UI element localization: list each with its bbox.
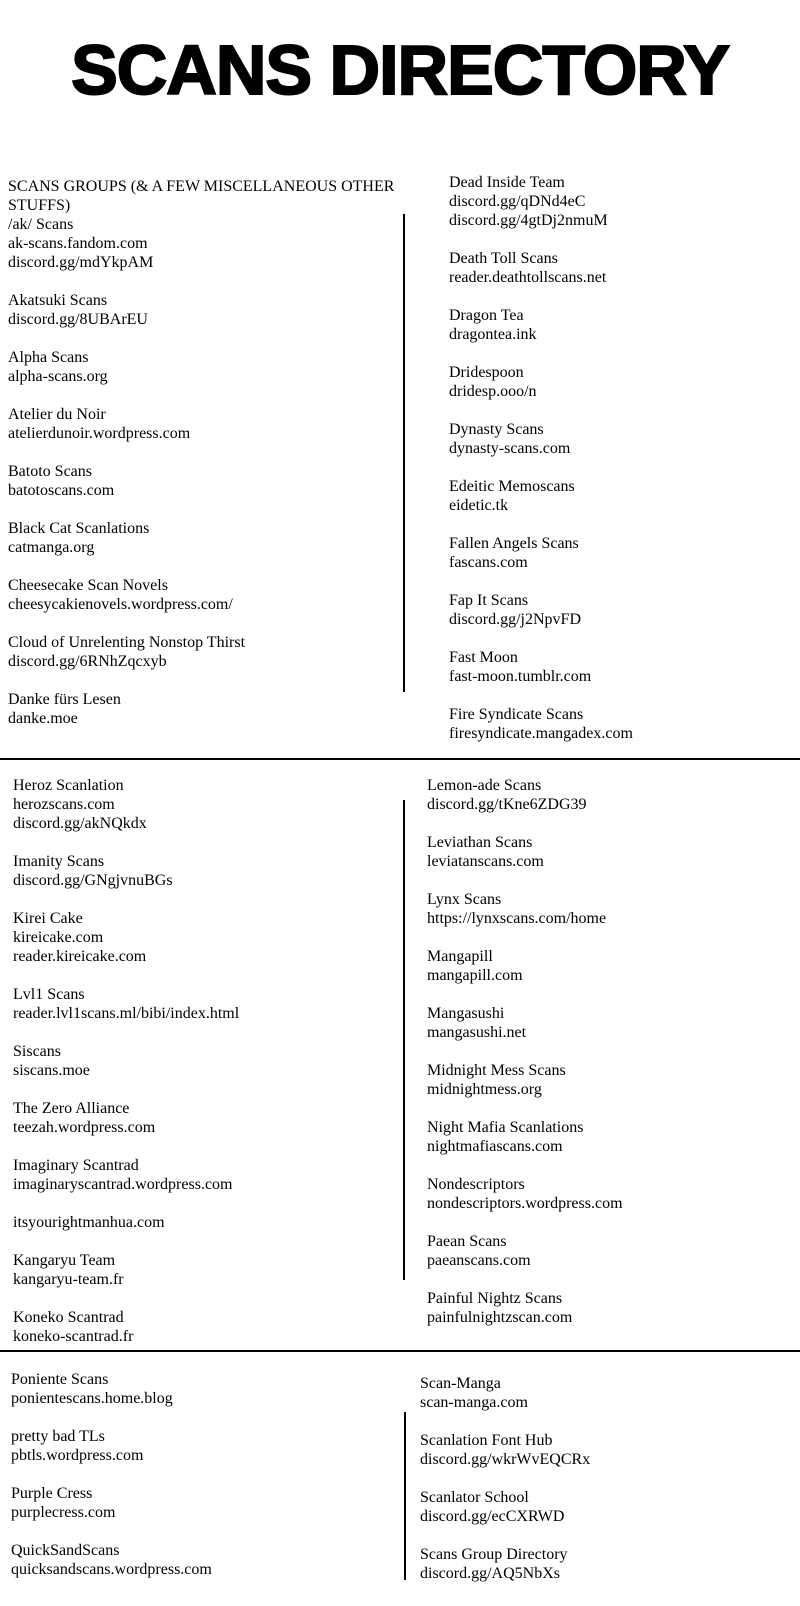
group-name: QuickSandScans	[11, 1542, 120, 1559]
section-1-right-column	[400, 173, 800, 758]
group-name: Alpha Scans	[8, 349, 89, 366]
group-url: quicksandscans.wordpress.com	[11, 1561, 212, 1578]
scan-group-entry	[449, 249, 800, 287]
group-url: discord.gg/8UBArEU	[8, 311, 148, 328]
scan-group-entry	[8, 462, 400, 500]
scan-group-entry	[8, 576, 400, 614]
group-url: paeanscans.com	[427, 1252, 531, 1269]
group-name: Black Cat Scanlations	[8, 520, 150, 537]
group-url: mangapill.com	[427, 967, 523, 984]
group-name: Night Mafia Scanlations	[427, 1119, 584, 1136]
group-url: https://lynxscans.com/home	[427, 910, 607, 927]
group-url: discord.gg/ecCXRWD	[420, 1508, 565, 1525]
section-3-right-column	[400, 1374, 800, 1580]
group-url: kireicake.com	[13, 929, 104, 946]
group-url: fast-moon.tumblr.com	[449, 668, 592, 685]
scan-group-entry	[449, 477, 800, 515]
scan-group-entry	[449, 420, 800, 458]
group-name: Kangaryu Team	[13, 1252, 116, 1269]
scan-group-entry	[449, 173, 800, 230]
group-name: Atelier du Noir	[8, 406, 106, 423]
group-name: Fire Syndicate Scans	[449, 706, 584, 723]
group-url: cheesycakienovels.wordpress.com/	[8, 596, 233, 613]
scan-group-entry	[11, 1484, 400, 1522]
scan-group-entry	[13, 1156, 400, 1194]
section-1	[0, 174, 800, 758]
group-url: siscans.moe	[13, 1062, 90, 1079]
scan-group-entry	[427, 890, 800, 928]
column-divider	[403, 800, 405, 1280]
scan-group-entry	[427, 833, 800, 871]
section-2-right-column	[400, 776, 800, 1350]
group-name: Lvl1 Scans	[13, 986, 85, 1003]
group-name: Siscans	[13, 1043, 61, 1060]
group-name: Lemon-ade Scans	[427, 777, 542, 794]
group-name: Mangasushi	[427, 1005, 505, 1022]
group-name: /ak/ Scans	[8, 216, 74, 233]
scan-group-entry	[8, 633, 400, 671]
group-name: Fap It Scans	[449, 592, 529, 609]
scan-group-entry	[420, 1374, 800, 1412]
scan-group-entry	[449, 705, 800, 743]
scan-group-entry	[427, 776, 800, 814]
group-url: nondescriptors.wordpress.com	[427, 1195, 623, 1212]
group-url: scan-manga.com	[420, 1394, 528, 1411]
scan-group-entry	[8, 348, 400, 386]
scan-group-entry	[449, 306, 800, 344]
group-name: Cloud of Unrelenting Nonstop Thirst	[8, 634, 246, 651]
scan-group-entry	[11, 1541, 400, 1579]
group-name: Midnight Mess Scans	[427, 1062, 566, 1079]
section-header: SCANS GROUPS (& A FEW MISCELLANEOUS OTHER STUFFS)	[8, 178, 395, 214]
group-url: discord.gg/6RNhZqcxyb	[8, 653, 167, 670]
group-name: Scans Group Directory	[420, 1546, 568, 1563]
group-name: Fallen Angels Scans	[449, 535, 579, 552]
scan-group-entry	[11, 1427, 400, 1465]
group-url: leviatanscans.com	[427, 853, 544, 870]
group-name: Batoto Scans	[8, 463, 92, 480]
group-url: kangaryu-team.fr	[13, 1271, 124, 1288]
scan-group-entry	[427, 1061, 800, 1099]
group-name: Mangapill	[427, 948, 493, 965]
group-url: teezah.wordpress.com	[13, 1119, 156, 1136]
group-url: mangasushi.net	[427, 1024, 527, 1041]
group-name: Dead Inside Team	[449, 174, 565, 191]
group-name: Koneko Scantrad	[13, 1309, 124, 1326]
group-url: catmanga.org	[8, 539, 95, 556]
group-name: Cheesecake Scan Novels	[8, 577, 168, 594]
scan-group-entry	[8, 690, 400, 728]
scan-group-entry	[420, 1431, 800, 1469]
section-2	[0, 760, 800, 1350]
group-url: dridesp.ooo/n	[449, 383, 537, 400]
scan-group-entry	[8, 215, 400, 272]
scan-group-entry	[427, 1004, 800, 1042]
scan-group-entry	[13, 852, 400, 890]
scan-group-entry	[13, 1042, 400, 1080]
scans-directory-page	[0, 26, 800, 1606]
scan-group-entry	[13, 985, 400, 1023]
group-url: midnightmess.org	[427, 1081, 542, 1098]
group-url: reader.deathtollscans.net	[449, 269, 607, 286]
group-url: ak-scans.fandom.com	[8, 235, 148, 252]
scan-group-entry	[427, 947, 800, 985]
scan-group-entry	[449, 534, 800, 572]
group-url: imaginaryscantrad.wordpress.com	[13, 1176, 233, 1193]
scan-group-entry	[8, 519, 400, 557]
section-1-left-column	[0, 177, 400, 758]
group-name: Heroz Scanlation	[13, 777, 124, 794]
scan-group-entry	[449, 363, 800, 401]
group-url: dragontea.ink	[449, 326, 537, 343]
scan-group-entry	[449, 591, 800, 629]
group-name: Kirei Cake	[13, 910, 83, 927]
group-url: alpha-scans.org	[8, 368, 108, 385]
group-url: purplecress.com	[11, 1504, 116, 1521]
scan-group-entry	[427, 1232, 800, 1270]
group-url: atelierdunoir.wordpress.com	[8, 425, 191, 442]
group-url: pbtls.wordpress.com	[11, 1447, 144, 1464]
scan-group-entry	[8, 405, 400, 443]
group-name: Danke fürs Lesen	[8, 691, 121, 708]
column-divider	[403, 214, 405, 692]
group-name: The Zero Alliance	[13, 1100, 130, 1117]
group-url: dynasty-scans.com	[449, 440, 571, 457]
scan-group-entry	[420, 1545, 800, 1583]
group-name: Scanlator School	[420, 1489, 529, 1506]
group-url: discord.gg/qDNd4eC	[449, 193, 586, 210]
group-url: batotoscans.com	[8, 482, 115, 499]
page-title: SCANS DIRECTORY	[71, 31, 729, 109]
group-name: Leviathan Scans	[427, 834, 533, 851]
section-3	[0, 1352, 800, 1580]
group-url: koneko-scantrad.fr	[13, 1328, 134, 1345]
group-url: ponientescans.home.blog	[11, 1390, 173, 1407]
group-name: Fast Moon	[449, 649, 518, 666]
group-name: Edeitic Memoscans	[449, 478, 575, 495]
scan-group-entry	[8, 291, 400, 329]
group-url: firesyndicate.mangadex.com	[449, 725, 633, 742]
group-name: Dridespoon	[449, 364, 524, 381]
scan-group-entry	[427, 1289, 800, 1327]
scan-group-entry	[427, 1175, 800, 1213]
group-url: discord.gg/mdYkpAM	[8, 254, 154, 271]
group-url: reader.lvl1scans.ml/bibi/index.html	[13, 1005, 240, 1022]
group-url: herozscans.com	[13, 796, 115, 813]
group-url: eidetic.tk	[449, 497, 509, 514]
scan-group-entry	[13, 1213, 400, 1232]
group-name: Purple Cress	[11, 1485, 93, 1502]
group-name: Nondescriptors	[427, 1176, 525, 1193]
group-name: Akatsuki Scans	[8, 292, 108, 309]
scan-group-entry	[420, 1488, 800, 1526]
group-url: discord.gg/wkrWvEQCRx	[420, 1451, 591, 1468]
scan-group-entry	[11, 1370, 400, 1408]
group-url: nightmafiascans.com	[427, 1138, 563, 1155]
group-name: Painful Nightz Scans	[427, 1290, 563, 1307]
group-name: Dragon Tea	[449, 307, 524, 324]
group-url: discord.gg/4gtDj2nmuM	[449, 212, 608, 229]
group-name: Paean Scans	[427, 1233, 507, 1250]
group-url: reader.kireicake.com	[13, 948, 147, 965]
scan-group-entry	[13, 1251, 400, 1289]
group-url: itsyourightmanhua.com	[13, 1214, 165, 1231]
column-divider	[404, 1412, 406, 1580]
scan-group-entry	[427, 1118, 800, 1156]
group-url: discord.gg/AQ5NbXs	[420, 1565, 560, 1582]
group-url: danke.moe	[8, 710, 78, 727]
group-name: Imaginary Scantrad	[13, 1157, 139, 1174]
group-url: discord.gg/j2NpvFD	[449, 611, 581, 628]
group-name: Death Toll Scans	[449, 250, 558, 267]
group-url: discord.gg/tKne6ZDG39	[427, 796, 587, 813]
group-name: Poniente Scans	[11, 1371, 109, 1388]
group-name: pretty bad TLs	[11, 1428, 105, 1445]
group-name: Imanity Scans	[13, 853, 105, 870]
group-url: painfulnightzscan.com	[427, 1309, 573, 1326]
group-name: Scanlation Font Hub	[420, 1432, 553, 1449]
group-name: Dynasty Scans	[449, 421, 544, 438]
scan-group-entry	[13, 1308, 400, 1346]
scan-group-entry	[13, 909, 400, 966]
group-name: Scan-Manga	[420, 1375, 501, 1392]
section-2-left-column	[0, 776, 400, 1350]
scan-group-entry	[449, 648, 800, 686]
group-url: discord.gg/akNQkdx	[13, 815, 147, 832]
group-name: Lynx Scans	[427, 891, 502, 908]
section-3-left-column	[0, 1370, 400, 1580]
group-url: fascans.com	[449, 554, 528, 571]
group-url: discord.gg/GNgjvnuBGs	[13, 872, 173, 889]
scan-group-entry	[13, 776, 400, 833]
scan-group-entry	[13, 1099, 400, 1137]
